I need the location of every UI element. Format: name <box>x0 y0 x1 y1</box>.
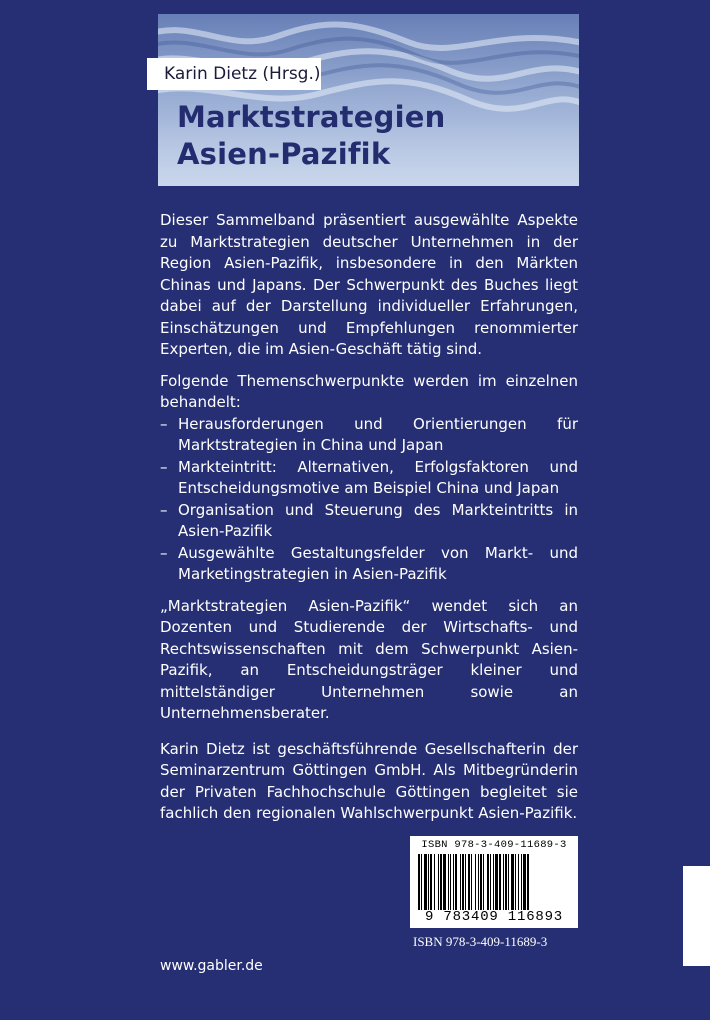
dash-bullet: – <box>160 414 168 433</box>
dash-bullet: – <box>160 543 168 562</box>
author-label: Karin Dietz (Hrsg.) <box>147 58 321 90</box>
list-item: – Markteintritt: Alternativen, Erfolgsfaktoren und Entscheidungsmotive am Beispiel China und Japan <box>160 457 578 497</box>
topics-list <box>160 414 578 586</box>
list-item: – Herausforderungen und Orientierungen für Marktstrategien in China und Japan <box>160 414 578 454</box>
barcode-digits: 9 783409 116893 <box>424 909 564 925</box>
publisher-website: www.gabler.de <box>160 958 263 974</box>
barcode-label <box>410 836 578 928</box>
topics-intro: Folgende Themenschwerpunkte werden im einzelnen behandelt: <box>160 371 578 411</box>
title-line-1: Marktstrategien <box>177 100 446 134</box>
audience-paragraph: „Marktstrategien Asien-Pazifik“ wendet sich an Dozenten und Studierende der Wirtschafts- und Rechtswissenschaften mit dem Schwerpunkt Asien-Pazifik, an Entscheidungsträger kleiner und mittelständiger Unternehmen sowie an Unternehmensberater. <box>160 596 578 722</box>
list-item: – Ausgewählte Gestaltungsfelder von Markt- und Marketingstrategien in Asien-Pazifik <box>160 543 578 583</box>
barcode-image <box>416 854 572 910</box>
book-title <box>177 99 445 173</box>
list-item: – Organisation und Steuerung des Markteintritts in Asien-Pazifik <box>160 500 578 540</box>
dash-bullet: – <box>160 500 168 519</box>
intro-paragraph: Dieser Sammelband präsentiert ausgewählte Aspekte zu Marktstrategien deutscher Unternehmen in der Region Asien-Pazifik, insbesondere in den Märkten Chinas und Japans. Der Schwerpunkt des Buches liegt dabei auf der Darstellung individueller Erfahrungen, Einschätzungen und Empfehlungen renommierter Experten, die im Asien-Geschäft tätig sind. <box>160 211 578 358</box>
title-line-2: Asien-Pazifik <box>177 137 391 171</box>
author-bio-paragraph: Karin Dietz ist geschäftsführende Gesellschafterin der Seminarzentrum Göttingen GmbH. Als Mitbegründerin der Privaten Fachhochschule Göttingen begleitet sie fachlich den regionalen Wahlschwerpunkt Asien-Pazifik. <box>160 739 578 822</box>
edge-tab <box>683 866 710 966</box>
dash-bullet: – <box>160 457 168 476</box>
barcode-isbn-text: ISBN 978-3-409-11689-3 <box>421 839 567 851</box>
isbn-text: ISBN 978-3-409-11689-3 <box>413 934 548 949</box>
description <box>160 210 578 825</box>
